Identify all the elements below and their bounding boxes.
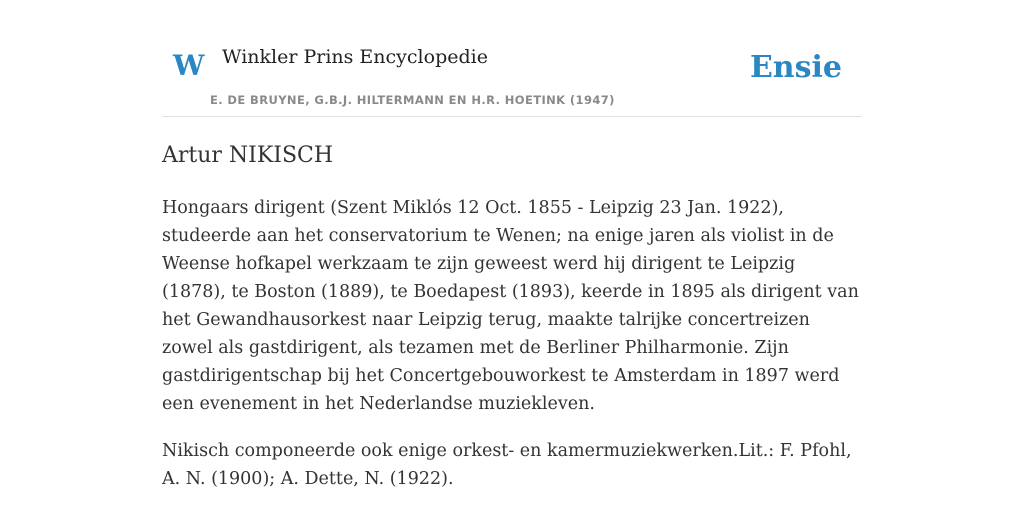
page	[162, 0, 862, 493]
article-title: Artur NIKISCH	[162, 143, 334, 168]
article	[162, 141, 862, 493]
article-paragraph: Hongaars dirigent (Szent Miklós 12 Oct. 1855 - Leipzig 23 Jan. 1922), studeerde aan het conservatorium te Wenen; na enige jaren als violist in de Weense hofkapel werkzaam te zijn geweest werd hij dirigent te Leipzig (1878), te Boston (1889), te Boedapest (1893), keerde in 1895 als dirigent van het Gewandhausorkest naar Leipzig terug, maakte talrijke concertreizen zowel als gastdirigent, als tezamen met de Berliner Philharmonie. Zijn gastdirigentschap bij het Concertgebouworkest te Amsterdam in 1897 werd een evenement in het Nederlandse muziekleven.	[162, 197, 859, 414]
ensie-logo[interactable]: Ensie	[749, 50, 842, 85]
article-body	[162, 194, 862, 493]
site-header	[162, 0, 862, 117]
site-title[interactable]: Winkler Prins Encyclopedie	[222, 46, 488, 68]
authors-line: E. DE BRUYNE, G.B.J. HILTERMANN EN H.R. HOETINK (1947)	[210, 93, 615, 107]
winkler-prins-logo[interactable]: W	[173, 49, 205, 82]
article-paragraph: Nikisch componeerde ook enige orkest- en kamermuziekwerken.Lit.: F. Pfohl, A. N. (1900); A. Dette, N. (1922).	[162, 440, 852, 489]
